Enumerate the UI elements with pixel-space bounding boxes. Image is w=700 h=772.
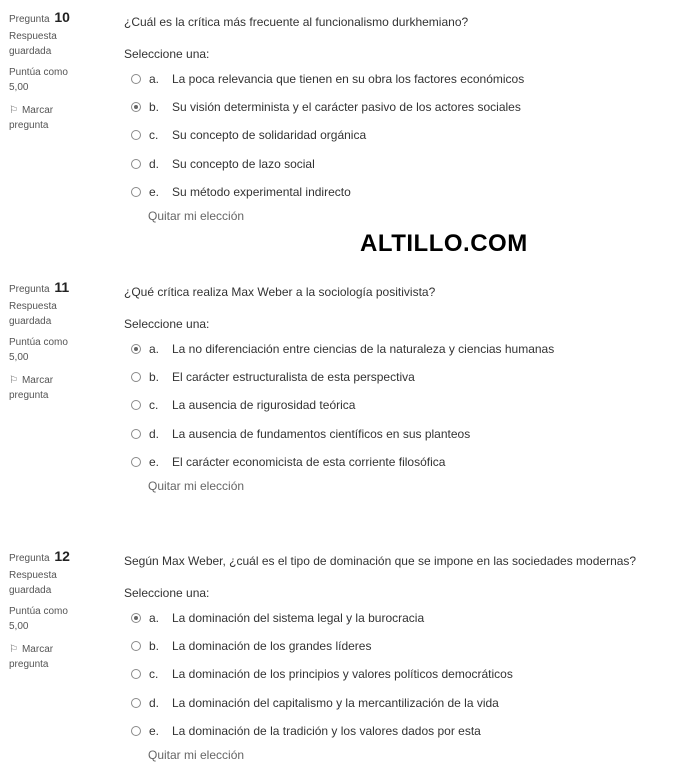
answer-list: [124, 65, 684, 206]
clear-choice-link[interactable]: Quitar mi elección: [148, 747, 245, 762]
option-text: La poca relevancia que tienen en su obra los factores económicos: [172, 72, 525, 87]
option-text: La dominación de la tradición y los valores dados por esta: [172, 723, 481, 738]
question-content: [124, 548, 684, 764]
option-text: Su concepto de solidaridad orgánica: [172, 128, 367, 143]
option-letter: e.: [149, 454, 160, 469]
option-letter: b.: [149, 100, 160, 115]
flag-label: Marcar pregunta: [9, 105, 54, 131]
question-number: [9, 548, 109, 564]
option-text: Su método experimental indirecto: [172, 184, 351, 199]
answer-list: [124, 335, 684, 476]
question-number: [9, 9, 109, 25]
option-text: La dominación del sistema legal y la burocracia: [172, 611, 425, 626]
answer-prompt: Seleccione una:: [124, 47, 210, 61]
question-number-value: 12: [54, 548, 70, 564]
answer-option[interactable]: [124, 150, 684, 178]
radio-button[interactable]: [131, 457, 141, 467]
option-letter: e.: [149, 723, 160, 738]
clear-choice-link[interactable]: Quitar mi elección: [148, 478, 245, 493]
question-grade: Puntúa como 5,00: [9, 337, 68, 363]
question-content: [124, 279, 684, 495]
option-letter: a.: [149, 72, 160, 87]
question-label: Pregunta: [9, 553, 50, 564]
answer-option[interactable]: [124, 335, 684, 363]
question-grade: Puntúa como 5,00: [9, 606, 68, 632]
option-letter: d.: [149, 156, 160, 171]
answer-option[interactable]: [124, 65, 684, 93]
answer-option[interactable]: [124, 420, 684, 448]
flag-icon: ⚐: [9, 105, 18, 116]
answer-option[interactable]: [124, 93, 684, 121]
option-text: El carácter estructuralista de esta perspectiva: [172, 370, 415, 385]
flag-icon: ⚐: [9, 644, 18, 655]
question-label: Pregunta: [9, 284, 50, 295]
question-grade: Puntúa como 5,00: [9, 67, 68, 93]
option-letter: d.: [149, 426, 160, 441]
option-text: La no diferenciación entre ciencias de la naturaleza y ciencias humanas: [172, 342, 555, 357]
option-letter: e.: [149, 184, 160, 199]
answer-option[interactable]: [124, 689, 684, 717]
clear-choice-link[interactable]: Quitar mi elección: [148, 208, 245, 223]
watermark: ALTILLO.COM: [360, 230, 528, 257]
flag-label: Marcar pregunta: [9, 644, 54, 670]
option-text: Su visión determinista y el carácter pasivo de los actores sociales: [172, 100, 521, 115]
question-number-value: 10: [54, 9, 70, 25]
option-text: El carácter economicista de esta corriente filosófica: [172, 454, 446, 469]
question-text: Según Max Weber, ¿cuál es el tipo de dominación que se impone en las sociedades modernas?: [124, 554, 637, 568]
radio-button[interactable]: [131, 102, 141, 112]
answer-option[interactable]: [124, 632, 684, 660]
radio-button[interactable]: [131, 130, 141, 140]
option-text: La dominación de los principios y valores políticos democráticos: [172, 667, 513, 682]
flag-question-link[interactable]: [9, 103, 79, 133]
option-text: La dominación del capitalismo y la mercantilización de la vida: [172, 695, 499, 710]
option-text: Su concepto de lazo social: [172, 156, 315, 171]
flag-icon: ⚐: [9, 375, 18, 386]
option-letter: c.: [149, 128, 159, 143]
flag-question-link[interactable]: [9, 642, 79, 672]
question-state: Respuesta guardada: [9, 31, 57, 57]
option-letter: b.: [149, 370, 160, 385]
question-state: Respuesta guardada: [9, 301, 57, 327]
radio-button[interactable]: [131, 669, 141, 679]
option-letter: a.: [149, 342, 160, 357]
radio-button[interactable]: [131, 400, 141, 410]
radio-button[interactable]: [131, 159, 141, 169]
option-letter: c.: [149, 398, 159, 413]
answer-prompt: Seleccione una:: [124, 586, 210, 600]
question-number: [9, 279, 109, 295]
answer-option[interactable]: [124, 121, 684, 149]
option-letter: a.: [149, 611, 160, 626]
flag-label: Marcar pregunta: [9, 375, 54, 401]
answer-option[interactable]: [124, 448, 684, 476]
question-text: ¿Cuál es la crítica más frecuente al funcionalismo durkhemiano?: [124, 15, 469, 29]
option-text: La ausencia de fundamentos científicos en sus planteos: [172, 426, 471, 441]
question-number-value: 11: [54, 279, 70, 295]
radio-button[interactable]: [131, 187, 141, 197]
question-info: [9, 9, 109, 133]
radio-button[interactable]: [131, 726, 141, 736]
radio-button[interactable]: [131, 613, 141, 623]
radio-button[interactable]: [131, 429, 141, 439]
question-content: [124, 9, 684, 225]
radio-button[interactable]: [131, 641, 141, 651]
answer-option[interactable]: [124, 660, 684, 688]
option-letter: b.: [149, 639, 160, 654]
radio-button[interactable]: [131, 698, 141, 708]
option-letter: d.: [149, 695, 160, 710]
question-label: Pregunta: [9, 14, 50, 25]
radio-button[interactable]: [131, 372, 141, 382]
option-text: La ausencia de rigurosidad teórica: [172, 398, 356, 413]
answer-list: [124, 604, 684, 745]
flag-question-link[interactable]: [9, 373, 79, 403]
answer-option[interactable]: [124, 363, 684, 391]
radio-button[interactable]: [131, 344, 141, 354]
question-state: Respuesta guardada: [9, 570, 57, 596]
answer-prompt: Seleccione una:: [124, 317, 210, 331]
option-letter: c.: [149, 667, 159, 682]
question-info: [9, 548, 109, 672]
answer-option[interactable]: [124, 178, 684, 206]
question-text: ¿Qué crítica realiza Max Weber a la sociología positivista?: [124, 285, 436, 299]
question-info: [9, 279, 109, 403]
radio-button[interactable]: [131, 74, 141, 84]
answer-option[interactable]: [124, 604, 684, 632]
answer-option[interactable]: [124, 391, 684, 419]
answer-option[interactable]: [124, 717, 684, 745]
option-text: La dominación de los grandes líderes: [172, 639, 372, 654]
